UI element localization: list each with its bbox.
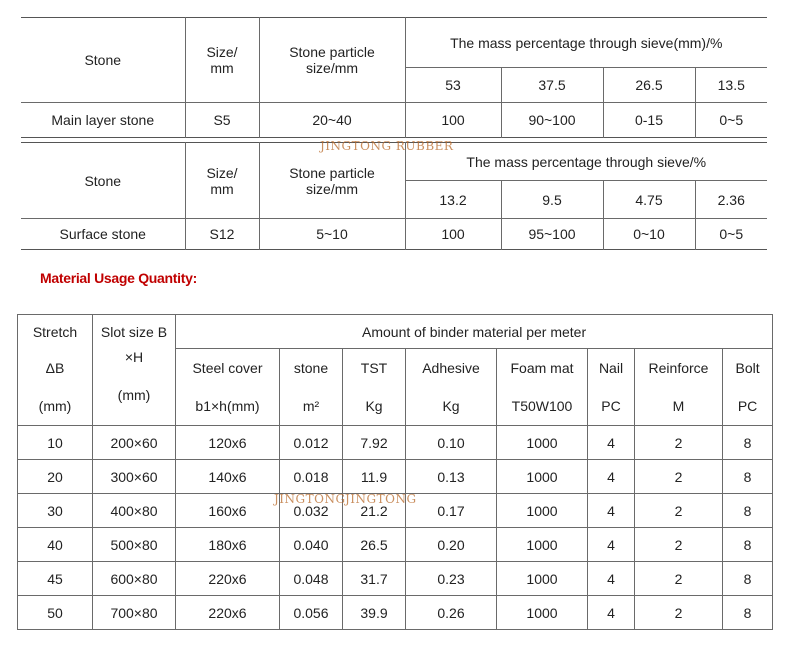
table-row: [18, 528, 773, 562]
table-cell: 2: [635, 596, 723, 630]
unit-label: b1×h(mm): [176, 387, 280, 426]
table-cell: 26.5: [343, 528, 406, 562]
table-cell: 2: [635, 460, 723, 494]
stone-header: Stone: [84, 52, 122, 68]
table-cell: 10: [18, 426, 93, 460]
table-cell: 31.7: [343, 562, 406, 596]
table-cell: 4: [588, 426, 635, 460]
table-cell: 8: [723, 494, 773, 528]
table-cell: 0.012: [280, 426, 343, 460]
table-cell: 50: [18, 596, 93, 630]
table-cell: 200×60: [93, 426, 176, 460]
table-cell: 0.13: [406, 460, 497, 494]
unit-label: T50W100: [497, 387, 588, 426]
table-cell: 30: [18, 494, 93, 528]
slot-size-header: ×H: [93, 349, 176, 387]
table-cell: 1000: [497, 426, 588, 460]
unit-label: PC: [588, 387, 635, 426]
column-header: Nail: [588, 349, 635, 387]
sieve-size: 2.36: [695, 181, 767, 219]
column-header: Foam mat: [497, 349, 588, 387]
table-cell: 140x6: [176, 460, 280, 494]
table-cell: 4: [588, 460, 635, 494]
table-cell: 20~40: [259, 103, 405, 138]
table-cell: 4: [588, 596, 635, 630]
table-cell: 8: [723, 460, 773, 494]
sieve-size: 13.5: [695, 68, 767, 103]
table-cell: 0.10: [406, 426, 497, 460]
table-cell: 700×80: [93, 596, 176, 630]
table-cell: 2: [635, 426, 723, 460]
table-cell: 100: [405, 219, 501, 250]
stone-header: Stone: [84, 172, 122, 189]
watermark: JINGTONG RUBBER: [320, 139, 454, 153]
table-cell: Main layer stone: [21, 103, 185, 138]
sieve-size: 4.75: [603, 181, 695, 219]
table-cell: 1000: [497, 562, 588, 596]
table-cell: 0~10: [603, 219, 695, 250]
mass-percentage-header: The mass percentage through sieve(mm)/%: [405, 18, 767, 68]
table-cell: 0.032: [280, 494, 343, 528]
table-cell: 100: [405, 103, 501, 138]
table-row: [21, 103, 767, 138]
sieve-size: 53: [405, 68, 501, 103]
particle-size-header: Stone particle size/mm: [259, 143, 405, 219]
section-heading: Material Usage Quantity:: [40, 270, 197, 286]
table-row: [21, 219, 767, 250]
table-cell: 2: [635, 562, 723, 596]
table-cell: 90~100: [501, 103, 603, 138]
table-cell: 8: [723, 562, 773, 596]
slot-size-header: Slot size B: [93, 315, 176, 349]
table-cell: 1000: [497, 460, 588, 494]
table-cell: 0-15: [603, 103, 695, 138]
unit-label: m²: [280, 387, 343, 426]
mass-percentage-header: The mass percentage through sieve/%: [405, 143, 767, 181]
table-cell: 2: [635, 494, 723, 528]
table-cell: 1000: [497, 528, 588, 562]
watermark: JINGTONG: [345, 492, 417, 506]
slot-size-header: (mm): [93, 387, 176, 426]
table-cell: 95~100: [501, 219, 603, 250]
table-cell: 0.056: [280, 596, 343, 630]
stretch-header: Stretch: [18, 315, 93, 349]
table-cell: 11.9: [343, 460, 406, 494]
table-cell: 0.018: [280, 460, 343, 494]
watermark: JINGTONG: [274, 492, 346, 506]
table-cell: S12: [185, 219, 259, 250]
table-cell: 0.26: [406, 596, 497, 630]
table-cell: 220x6: [176, 596, 280, 630]
table-cell: 0.23: [406, 562, 497, 596]
table-cell: 0.20: [406, 528, 497, 562]
table-cell: 400×80: [93, 494, 176, 528]
table-cell: 4: [588, 528, 635, 562]
table-cell: 8: [723, 426, 773, 460]
size-header: Size/ mm: [185, 18, 259, 103]
column-header: Reinforce: [635, 349, 723, 387]
column-header: Bolt: [723, 349, 773, 387]
table-cell: 160x6: [176, 494, 280, 528]
table-cell: 45: [18, 562, 93, 596]
size-header: Size/ mm: [185, 143, 259, 219]
table-cell: 8: [723, 596, 773, 630]
table-cell: Surface stone: [21, 219, 185, 250]
table-cell: 0.040: [280, 528, 343, 562]
table-cell: 0.048: [280, 562, 343, 596]
sieve-size: 26.5: [603, 68, 695, 103]
particle-size-header: Stone particle size/mm: [259, 18, 405, 103]
table-cell: 4: [588, 562, 635, 596]
sieve-table-main-layer: [21, 17, 767, 138]
table-cell: 0.17: [406, 494, 497, 528]
table-row: [18, 426, 773, 460]
unit-label: Kg: [406, 387, 497, 426]
sieve-size: 9.5: [501, 181, 603, 219]
table-cell: 40: [18, 528, 93, 562]
table-cell: 8: [723, 528, 773, 562]
table-cell: 180x6: [176, 528, 280, 562]
table-cell: 120x6: [176, 426, 280, 460]
table-cell: 1000: [497, 596, 588, 630]
table-cell: 1000: [497, 494, 588, 528]
table-cell: 0~5: [695, 103, 767, 138]
sieve-table-surface: [21, 142, 767, 250]
table-cell: 220x6: [176, 562, 280, 596]
table-cell: 4: [588, 494, 635, 528]
column-header: stone: [280, 349, 343, 387]
table-cell: 20: [18, 460, 93, 494]
table-cell: 39.9: [343, 596, 406, 630]
binder-group-header: Amount of binder material per meter: [176, 315, 773, 349]
table-row: [18, 460, 773, 494]
table-row: [18, 596, 773, 630]
table-row: [18, 562, 773, 596]
sieve-size: 37.5: [501, 68, 603, 103]
stretch-header: (mm): [18, 387, 93, 426]
table-cell: 7.92: [343, 426, 406, 460]
table-cell: 0~5: [695, 219, 767, 250]
column-header: Steel cover: [176, 349, 280, 387]
sieve-size: 13.2: [405, 181, 501, 219]
table-cell: 5~10: [259, 219, 405, 250]
table-cell: 300×60: [93, 460, 176, 494]
stretch-header: ΔB: [18, 349, 93, 387]
unit-label: Kg: [343, 387, 406, 426]
table-cell: 2: [635, 528, 723, 562]
column-header: Adhesive: [406, 349, 497, 387]
column-header: TST: [343, 349, 406, 387]
unit-label: M: [635, 387, 723, 426]
table-cell: 21.2: [343, 494, 406, 528]
table-cell: 500×80: [93, 528, 176, 562]
unit-label: PC: [723, 387, 773, 426]
table-cell: 600×80: [93, 562, 176, 596]
table-cell: S5: [185, 103, 259, 138]
material-usage-table: [17, 314, 773, 630]
